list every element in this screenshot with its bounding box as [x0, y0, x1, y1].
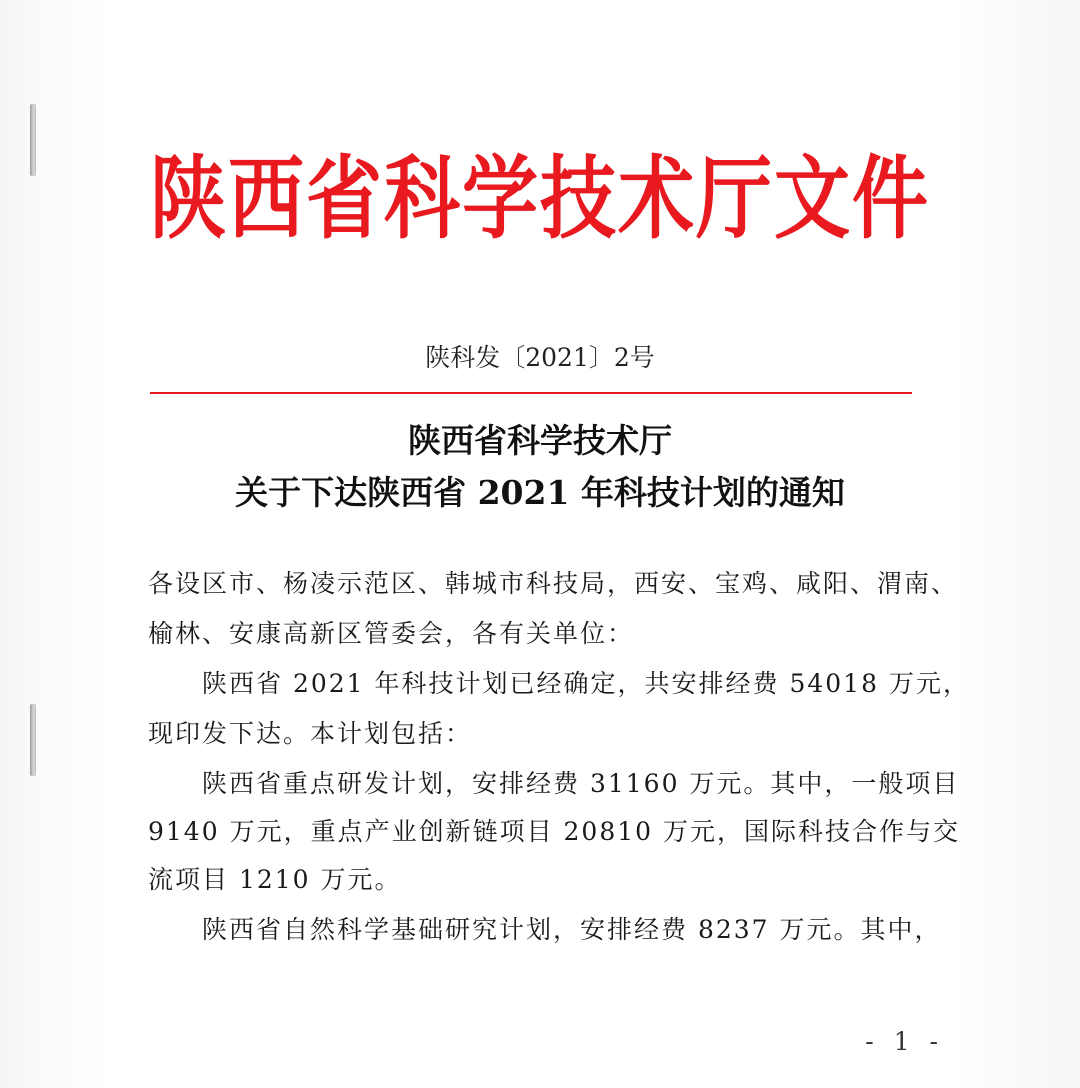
body-line: 9140 万元，重点产业创新链项目 20810 万元，国际科技合作与交 — [148, 817, 960, 846]
document-title-line-2: 关于下达陕西省 2021 年科技计划的通知 — [235, 473, 845, 512]
body-line: 流项目 1210 万元。 — [148, 865, 402, 894]
body-line: 各设区市、杨凌示范区、韩城市科技局，西安、宝鸡、咸阳、渭南、 — [148, 569, 959, 598]
document-masthead: 陕西省科学技术厅文件 — [150, 145, 930, 251]
document-number: 陕科发〔2021〕2号 — [425, 343, 655, 372]
body-line: 陕西省重点研发计划，安排经费 31160 万元。其中，一般项目 — [148, 769, 960, 798]
body-line: 榆林、安康高新区管委会，各有关单位： — [148, 619, 635, 648]
binding-staple-mark — [30, 704, 36, 776]
body-line: 陕西省 2021 年科技计划已经确定，共安排经费 54018 万元， — [148, 669, 970, 698]
document-title-line-1: 陕西省科学技术厅 — [408, 421, 672, 460]
red-divider-line — [150, 392, 912, 394]
page-number: - 1 - — [865, 1027, 944, 1056]
body-line: 现印发下达。本计划包括： — [148, 719, 473, 748]
body-line: 陕西省自然科学基础研究计划，安排经费 8237 万元。其中， — [148, 915, 942, 944]
